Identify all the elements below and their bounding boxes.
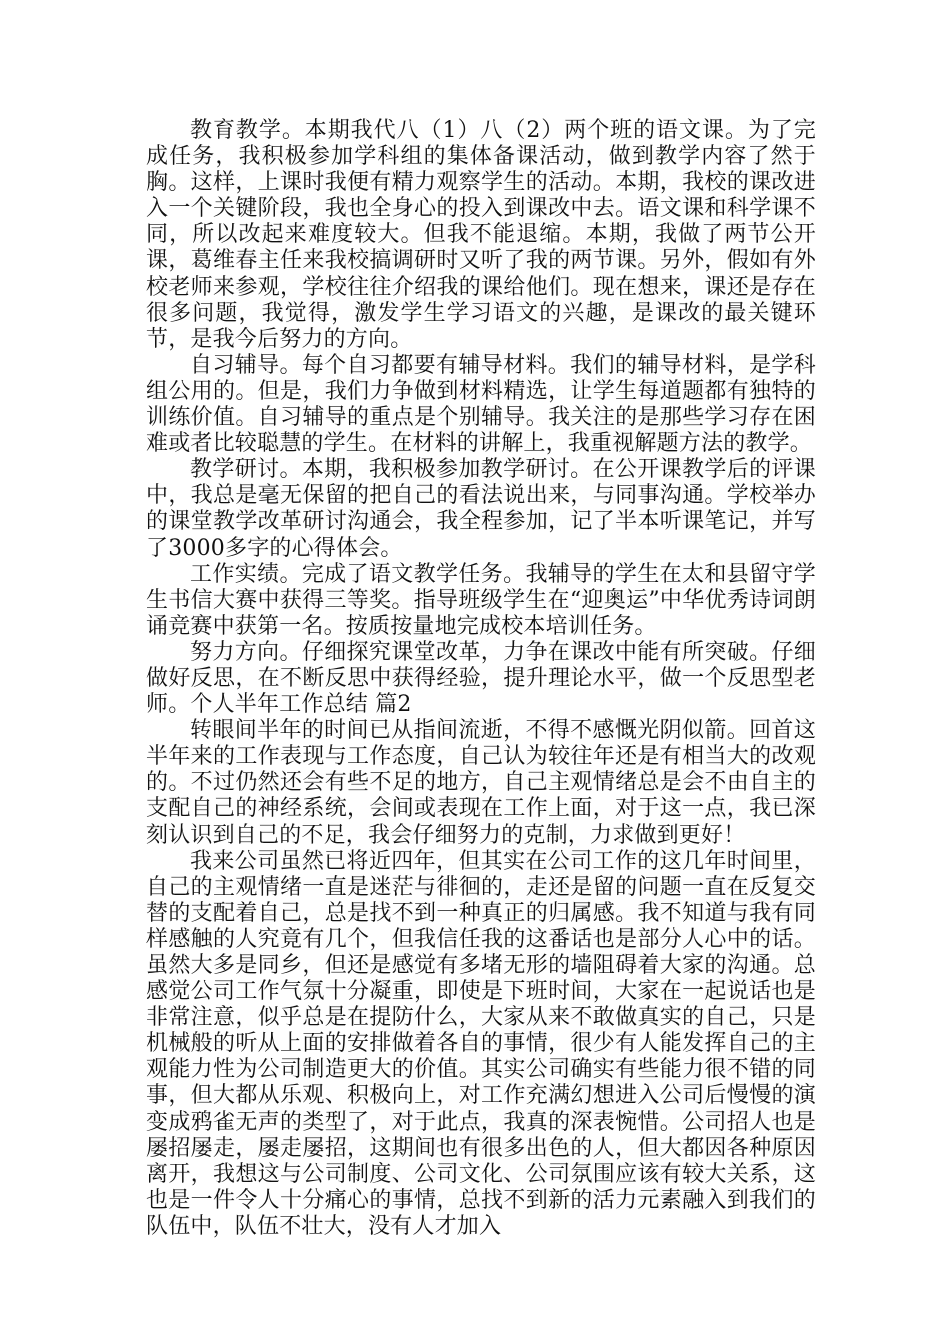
paragraph-research: 教学研讨。本期，我积极参加教学研讨。在公开课教学后的评课中，我总是毫无保留的把自己的看法说出来，与同事沟通。学校举办的课堂教学改革研讨沟通会，我全程参加，记了半本听课笔记，并写了3000多字的心得体会。 xyxy=(146,457,816,561)
document-body xyxy=(146,118,816,1240)
paragraph-self-study: 自习辅导。每个自习都要有辅导材料。我们的辅导材料，是学科组公用的。但是，我们力争做到材料精选，让学生每道题都有独特的训练价值。自习辅导的重点是个别辅导。我关注的是那些学习存在困难或者比较聪慧的学生。在材料的讲解上，我重视解题方法的教学。 xyxy=(146,352,816,457)
paragraph-company-reflection: 我来公司虽然已将近四年，但其实在公司工作的这几年时间里，自己的主观情绪一直是迷茫与徘徊的，走还是留的问题一直在反复交替的支配着自己，总是找不到一种真正的归属感。我不知道与我有同样感触的人究竟有几个，但我信任我的这番话也是部分人心中的话。虽然大多是同乡，但还是感觉有多堵无形的墙阻碍着大家的沟通。总感觉公司工作气氛十分凝重，即使是下班时间，大家在一起说话也是非常注意，似乎总是在提防什么，大家从来不敢做真实的自己，只是机械般的听从上面的安排做着各自的事情，很少有人能发挥自己的主观能力性为公司制造更大的价值。其实公司确实有些能力很不错的同事，但大都从乐观、积极向上，对工作充满幻想进入公司后慢慢的演变成鸦雀无声的类型了，对于此点，我真的深表惋惜。公司招人也是屡招屡走，屡走屡招，这期间也有很多出色的人，但大都因各种原因离开，我想这与公司制度、公司文化、公司氛围应该有较大关系，这也是一件令人十分痛心的事情，总找不到新的活力元素融入到我们的队伍中，队伍不壮大，没有人才加入 xyxy=(146,848,816,1239)
paragraph-half-year-review: 转眼间半年的时间已从指间流逝，不得不感慨光阴似箭。回首这半年来的工作表现与工作态度，自己认为较往年还是有相当大的改观的。不过仍然还会有些不足的地方，自己主观情绪总是会不由自主的支配自己的神经系统，会间或表现在工作上面，对于这一点，我已深刻认识到自己的不足，我会仔细努力的克制，力求做到更好！ xyxy=(146,718,816,848)
paragraph-teaching: 教育教学。本期我代八（1）八（2）两个班的语文课。为了完成任务，我积极参加学科组的集体备课活动，做到教学内容了然于胸。这样，上课时我便有精力观察学生的活动。本期，我校的课改进入一个关键阶段，我也全身心的投入到课改中去。语文课和科学课不同，所以改起来难度较大。但我不能退缩。本期，我做了两节公开课，葛维春主任来我校搞调研时又听了我的两节课。另外，假如有外校老师来参观，学校往往介绍我的课给他们。现在想来，课还是存在很多问题，我觉得，激发学生学习语文的兴趣，是课改的最关键环节，是我今后努力的方向。 xyxy=(146,118,816,352)
paragraph-direction: 努力方向。仔细探究课堂改革，力争在课改中能有所突破。仔细做好反思，在不断反思中获得经验，提升理论水平，做一个反思型老师。个人半年工作总结 篇2 xyxy=(146,639,816,718)
paragraph-achievements: 工作实绩。完成了语文教学任务。我辅导的学生在太和县留守学生书信大赛中获得三等奖。指导班级学生在“迎奥运”中华优秀诗词朗诵竞赛中获第一名。按质按量地完成校本培训任务。 xyxy=(146,561,816,639)
